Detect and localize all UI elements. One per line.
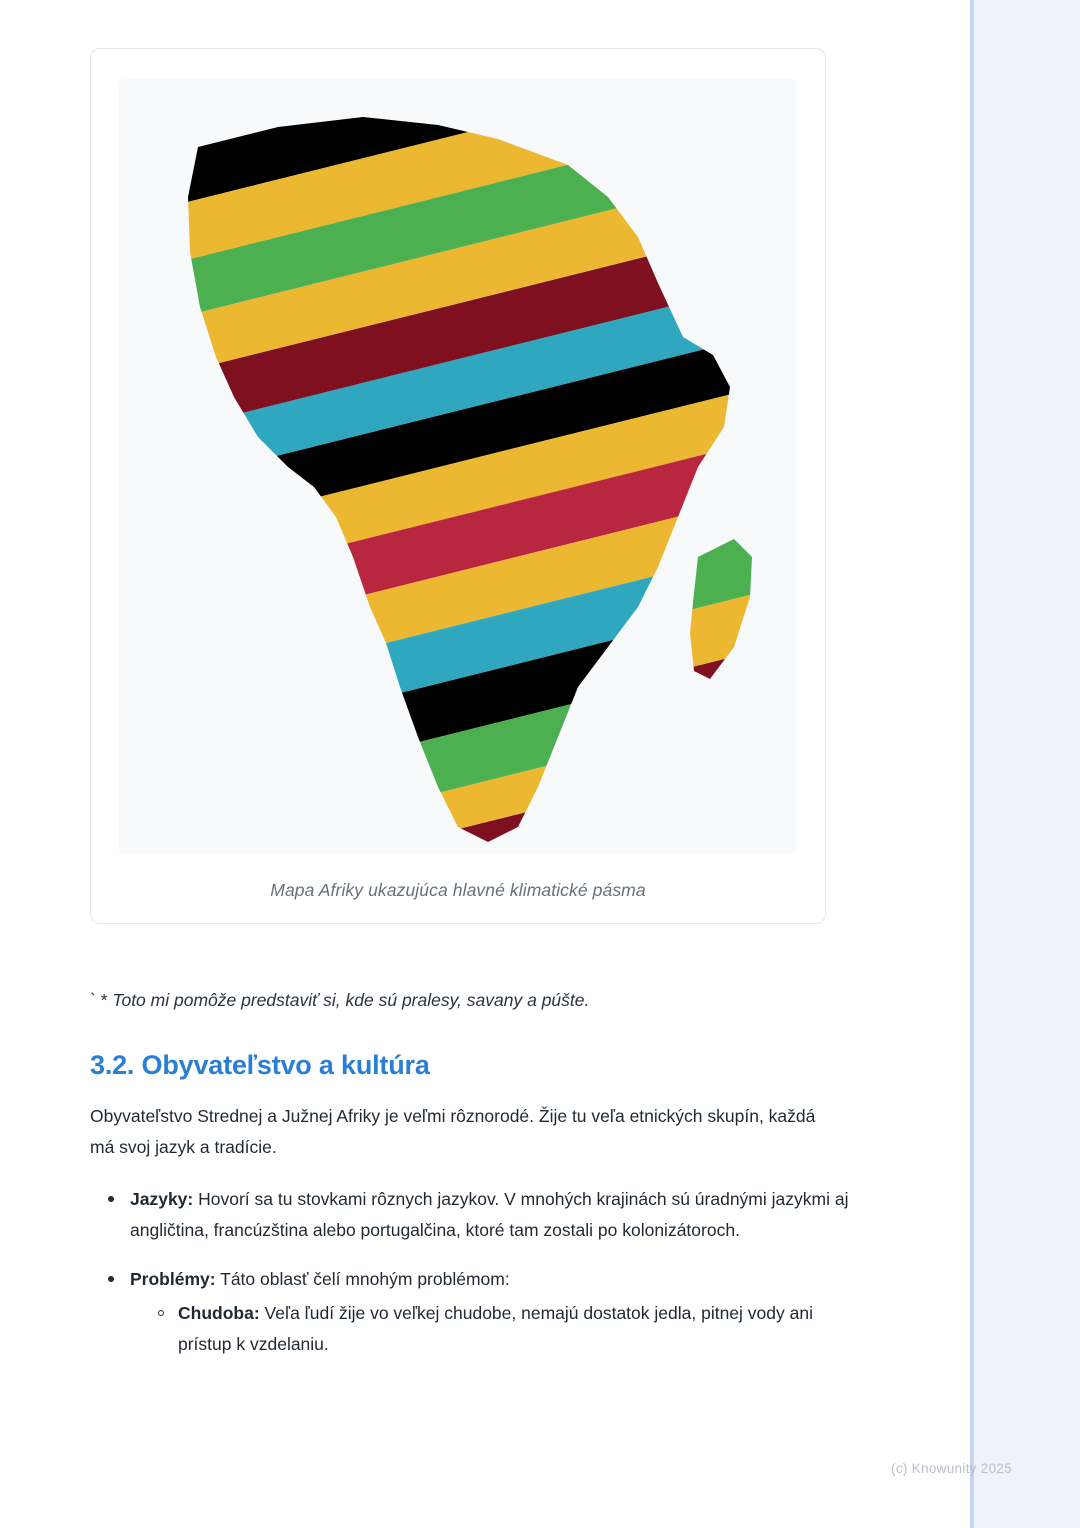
list-item	[116, 1184, 856, 1245]
bullet-lead: Problémy:	[130, 1268, 216, 1289]
section-paragraph: Obyvateľstvo Strednej a Južnej Afriky je veľmi rôznorodé. Žije tu veľa etnických skupín, každá má svoj jazyk a tradície.	[90, 1106, 816, 1157]
sub-bullet-text: Veľa ľudí žije vo veľkej chudobe, nemajú dostatok jedla, pitnej vody ani prístup k vzdelaniu.	[178, 1303, 813, 1354]
sub-bullet-lead: Chudoba:	[178, 1303, 260, 1324]
bullet-text: Táto oblasť čelí mnohým problémom:	[220, 1268, 510, 1289]
note-tick: ` *	[90, 990, 108, 1010]
section-heading: 3.2. Obyvateľstvo a kultúra	[90, 1050, 430, 1080]
africa-map-graphic	[138, 87, 778, 847]
figure-caption: Mapa Afriky ukazujúca hlavné klimatické pásma	[270, 880, 646, 900]
list-item	[116, 1264, 856, 1360]
africa-climate-zones-map	[119, 79, 797, 854]
figure-card	[90, 48, 826, 924]
bullet-list	[90, 1184, 880, 1359]
africa-mainland-stripes	[138, 87, 778, 847]
list-item	[164, 1298, 856, 1359]
sub-bullet-list	[130, 1298, 856, 1359]
bullet-text: Hovorí sa tu stovkami rôznych jazykov. V mnohých krajinách sú úradnými jazykmi aj angličtina, francúzština alebo portugalčina, ktoré tam zostali po kolonizátoroch.	[130, 1189, 849, 1240]
page-side-rail	[970, 0, 1080, 1528]
note-text: Toto mi pomôže predstaviť si, kde sú pralesy, savany a púšte.	[112, 990, 590, 1010]
watermark: (c) Knowunity 2025	[891, 1461, 1012, 1476]
inline-note	[90, 986, 880, 1014]
bullet-lead: Jazyky:	[130, 1189, 194, 1210]
